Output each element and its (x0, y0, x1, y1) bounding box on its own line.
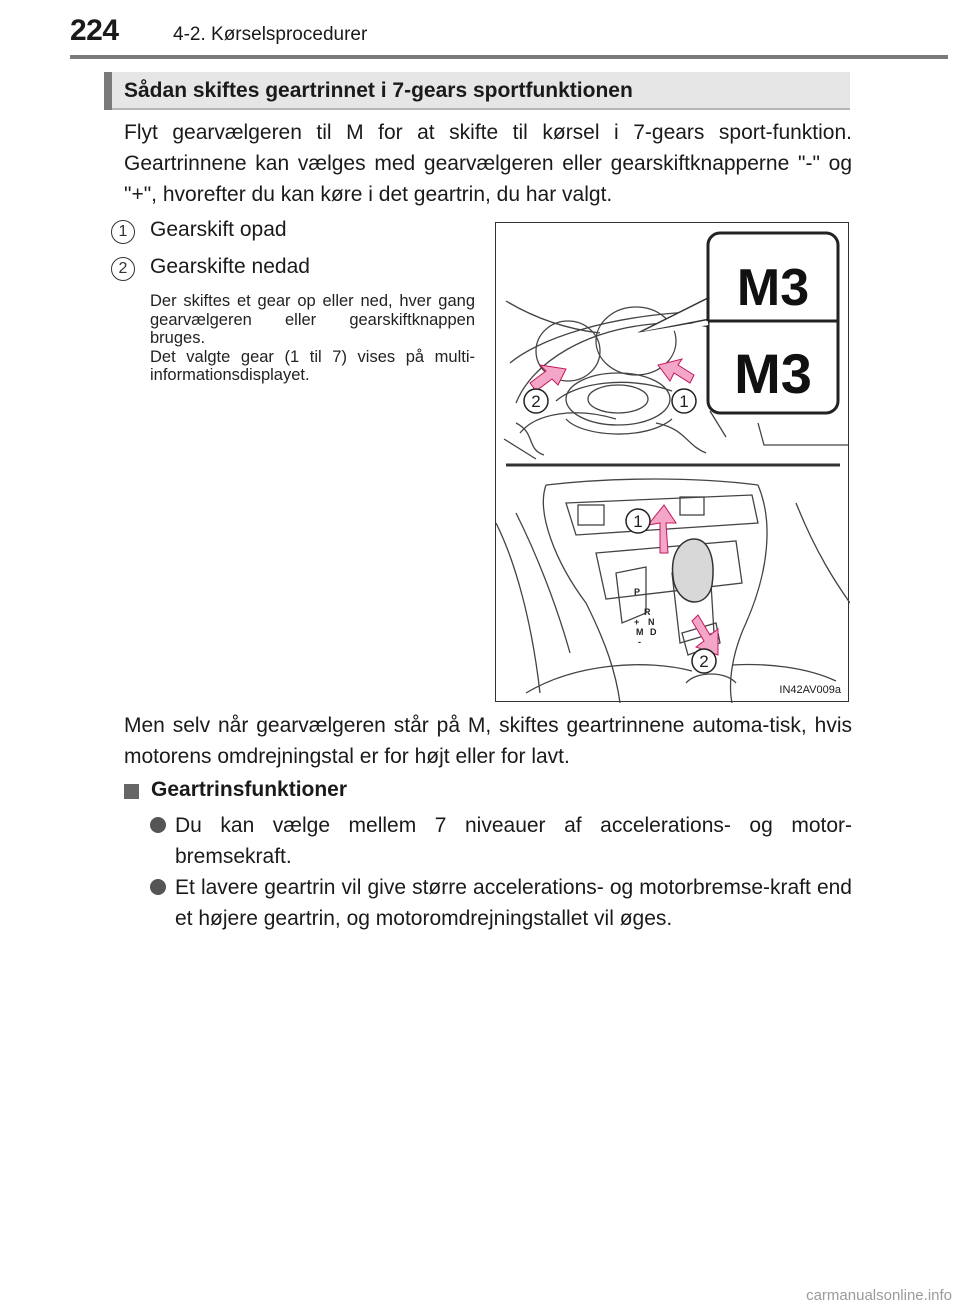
section-title: Sådan skiftes geartrinnet i 7-gears sportfunktionen (124, 79, 633, 102)
callout-number: 1 (679, 392, 689, 411)
shift-position-r: R (644, 607, 651, 617)
figure-code: IN42AV009a (779, 684, 841, 696)
shift-position-p: P (634, 587, 641, 597)
callout-number: 2 (531, 392, 541, 411)
round-bullet-icon (150, 879, 166, 895)
display-small-text: M3 (736, 259, 810, 317)
shift-position-minus: - (638, 637, 641, 647)
bullet-text: Du kan vælge mellem 7 niveauer af accelerations- og motor-bremsekraft. (175, 814, 852, 868)
note-line: Det valgte gear (1 til 7) vises på multi-informationsdisplayet. (150, 347, 475, 384)
page-number: 224 (70, 14, 119, 47)
callout-2-lower (692, 649, 716, 673)
sub-heading-text: Geartrinsfunktioner (151, 778, 348, 801)
square-bullet-icon (124, 784, 139, 799)
downshift-paddle-arrow (530, 365, 566, 391)
shift-position-plus: + (634, 617, 640, 627)
chapter-title: 4-2. Kørselsprocedurer (173, 24, 368, 45)
callout-2-upper (524, 389, 548, 413)
callout-1-upper (672, 389, 696, 413)
shift-position-n: N (648, 617, 655, 627)
round-bullet-icon (150, 817, 166, 833)
note (150, 292, 475, 385)
step-label: Gearskift opad (150, 218, 287, 241)
watermark: carmanualsonline.info (806, 1287, 952, 1304)
section-heading (104, 72, 850, 110)
bullet-text: Et lavere geartrin vil give større accelerations- og motorbremse-kraft end et højere geartrin, og motoromdrejningstallet vil øges. (175, 876, 852, 930)
bullet-item (150, 872, 852, 934)
step-number-icon: 1 (111, 220, 135, 244)
shift-position-m: M (636, 627, 644, 637)
intro-paragraph: Flyt gearvælgeren til M for at skifte til kørsel i 7-gears sport-funktion. Geartrinnene kan vælges med gearvælgeren eller gearskiftknapperne "-" og "+", hvorefter du kan køre i det geartrin, du har valgt. (124, 121, 852, 206)
section-accent (104, 72, 112, 110)
header-rule (70, 55, 948, 59)
note-line: Der skiftes et gear op eller ned, hver gang gearvælgeren eller gearskiftknappen bruges. (150, 292, 475, 347)
console-drawing (496, 479, 850, 703)
bullet-item (150, 810, 852, 872)
step-number-icon: 2 (111, 257, 135, 281)
shift-illustration (495, 222, 849, 702)
shift-position-d: D (650, 627, 657, 637)
second-paragraph: Men selv når gearvælgeren står på M, skiftes geartrinnene automa-tisk, hvis motorens omdrejningstal er for højt eller for lavt. (124, 714, 852, 768)
illustration-drawing (496, 223, 850, 703)
step-label: Gearskifte nedad (150, 255, 310, 278)
callout-number: 2 (699, 652, 709, 671)
callout-number: 1 (633, 512, 643, 531)
callout-1-lower (626, 509, 650, 533)
page-header (70, 10, 948, 58)
display-large-text: M3 (734, 342, 812, 405)
gear-lever-knob (673, 539, 713, 602)
upshift-paddle-arrow (658, 359, 694, 383)
